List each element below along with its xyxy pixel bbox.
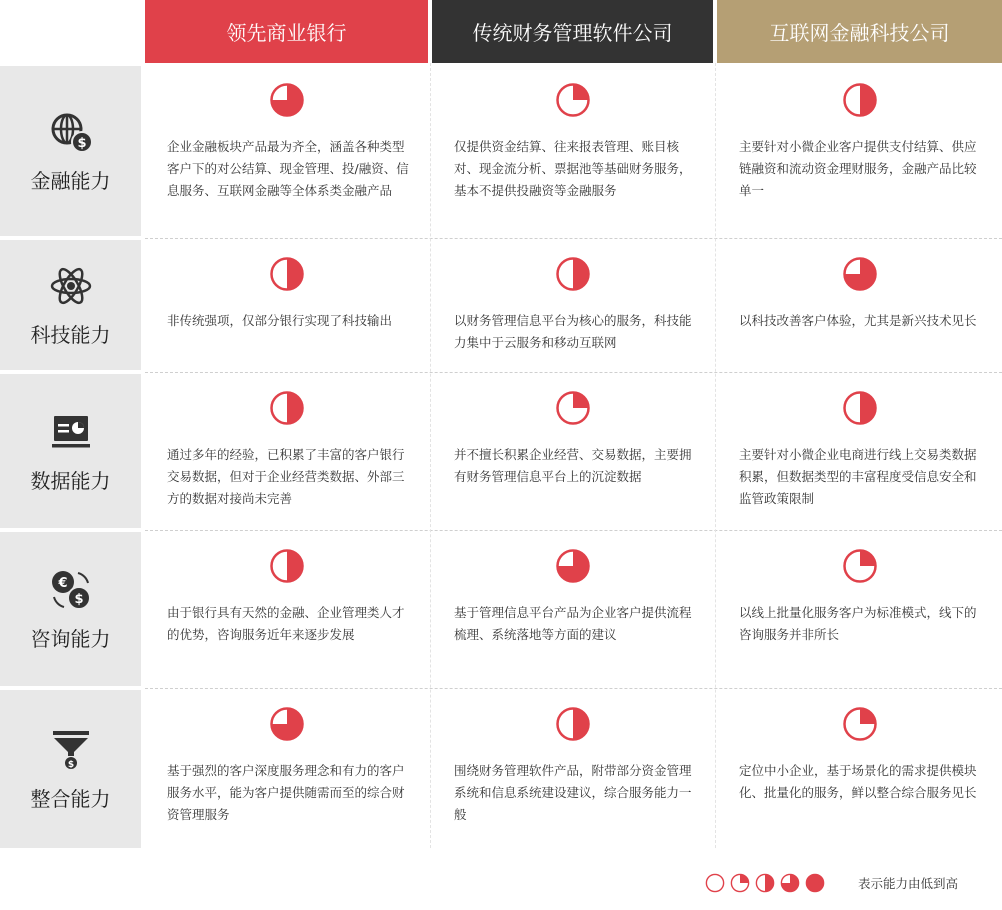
cell-text: 以线上批量化服务客户为标准模式，线下的咨询服务并非所长	[739, 605, 977, 642]
row-consulting	[0, 532, 1002, 686]
cell-technology-fintech	[717, 240, 1002, 370]
row-label-text: 数据能力	[30, 468, 111, 493]
cell-data-software	[432, 374, 713, 528]
svg-text:$: $	[76, 135, 87, 151]
cell-text: 仅提供资金结算、往来报表管理、账目核对、现金流分析、票据池等基础财务服务，基本不提供投融资等金融服务	[454, 139, 692, 198]
cell-text: 通过多年的经验，已积累了丰富的客户银行交易数据，但对于企业经营类数据、外部三方的数据对接尚未完善	[167, 447, 405, 506]
pie-rating-icon	[269, 706, 305, 742]
row-label-text: 科技能力	[30, 322, 111, 347]
currency-exchange-icon	[48, 567, 94, 613]
pie-rating-icon	[755, 873, 775, 893]
row-divider	[145, 238, 1002, 239]
cell-text: 非传统强项，仅部分银行实现了科技输出	[167, 313, 393, 328]
row-label-text: 整合能力	[30, 786, 111, 811]
pie-rating-icon	[555, 256, 591, 292]
pie-rating-icon	[842, 82, 878, 118]
pie-rating-icon	[269, 390, 305, 426]
screen-chart-icon	[48, 409, 94, 455]
row-label-consulting	[0, 532, 141, 686]
cell-text: 围绕财务管理软件产品，附带部分资金管理系统和信息系统建设建议，综合服务能力一般	[454, 763, 692, 822]
row-label-technology	[0, 240, 141, 370]
cell-text: 以科技改善客户体验，尤其是新兴技术见长	[739, 313, 977, 328]
pie-rating-icon	[705, 873, 725, 893]
cell-integration-fintech	[717, 690, 1002, 848]
cell-text: 定位中小企业，基于场景化的需求提供模块化、批量化的服务，鲜以整合综合服务见长	[739, 763, 977, 800]
row-label-data	[0, 374, 141, 528]
column-divider	[430, 63, 431, 848]
row-label-finance	[0, 66, 141, 236]
cell-finance-fintech	[717, 66, 1002, 236]
column-header-leading-banks: 领先商业银行	[145, 0, 428, 63]
cell-text: 由于银行具有天然的金融、企业管理类人才的优势，咨询服务近年来逐步发展	[167, 605, 405, 642]
cell-text: 并不擅长积累企业经营、交易数据，主要拥有财务管理信息平台上的沉淀数据	[454, 447, 692, 484]
pie-rating-icon	[730, 873, 750, 893]
row-divider	[145, 372, 1002, 373]
row-label-text: 咨询能力	[30, 626, 111, 651]
pie-rating-icon	[842, 548, 878, 584]
cell-text: 基于强烈的客户深度服务理念和有力的客户服务水平，能为客户提供随需而至的综合财资管理服务	[167, 763, 405, 822]
pie-rating-icon	[555, 82, 591, 118]
cell-text: 主要针对小微企业客户提供支付结算、供应链融资和流动资金理财服务，金融产品比较单一	[739, 139, 977, 198]
row-label-text: 金融能力	[30, 168, 111, 193]
legend	[705, 873, 958, 893]
row-finance	[0, 66, 1002, 236]
cell-finance-banks	[145, 66, 428, 236]
svg-text:$: $	[73, 591, 84, 607]
cell-text: 基于管理信息平台产品为企业客户提供流程梳理、系统落地等方面的建议	[454, 605, 692, 642]
row-integration	[0, 690, 1002, 848]
cell-text: 企业金融板块产品最为齐全，涵盖各种类型客户下的对公结算、现金管理、投/融资、信息服务、互联网金融等全体系类金融产品	[167, 139, 409, 198]
cell-integration-banks	[145, 690, 428, 848]
pie-rating-icon	[780, 873, 800, 893]
pie-rating-icon	[269, 548, 305, 584]
row-label-integration	[0, 690, 141, 848]
globe-dollar-icon	[48, 109, 94, 155]
pie-rating-icon	[842, 390, 878, 426]
column-header-finance-software: 传统财务管理软件公司	[432, 0, 713, 63]
cell-text: 主要针对小微企业电商进行线上交易类数据积累，但数据类型的丰富程度受信息安全和监管政策限制	[739, 447, 977, 506]
cell-consulting-banks	[145, 532, 428, 686]
row-technology	[0, 240, 1002, 370]
pie-rating-icon	[842, 706, 878, 742]
pie-rating-icon	[269, 82, 305, 118]
svg-text:€: €	[57, 575, 68, 591]
svg-text:$: $	[67, 759, 74, 770]
funnel-icon	[48, 727, 94, 773]
column-divider	[715, 63, 716, 848]
legend-text: 表示能力由低到高	[858, 876, 959, 891]
pie-rating-icon	[555, 706, 591, 742]
cell-finance-software	[432, 66, 713, 236]
cell-consulting-fintech	[717, 532, 1002, 686]
pie-rating-icon	[555, 548, 591, 584]
pie-rating-icon	[842, 256, 878, 292]
row-divider	[145, 530, 1002, 531]
cell-technology-software	[432, 240, 713, 370]
cell-consulting-software	[432, 532, 713, 686]
cell-text: 以财务管理信息平台为核心的服务，科技能力集中于云服务和移动互联网	[454, 313, 692, 350]
cell-integration-software	[432, 690, 713, 848]
atom-icon	[48, 263, 94, 309]
cell-data-banks	[145, 374, 428, 528]
row-data	[0, 374, 1002, 528]
cell-technology-banks	[145, 240, 428, 370]
row-divider	[145, 688, 1002, 689]
cell-data-fintech	[717, 374, 1002, 528]
column-header-internet-fintech: 互联网金融科技公司	[717, 0, 1002, 63]
pie-rating-icon	[269, 256, 305, 292]
pie-rating-icon	[555, 390, 591, 426]
pie-rating-icon	[805, 873, 825, 893]
